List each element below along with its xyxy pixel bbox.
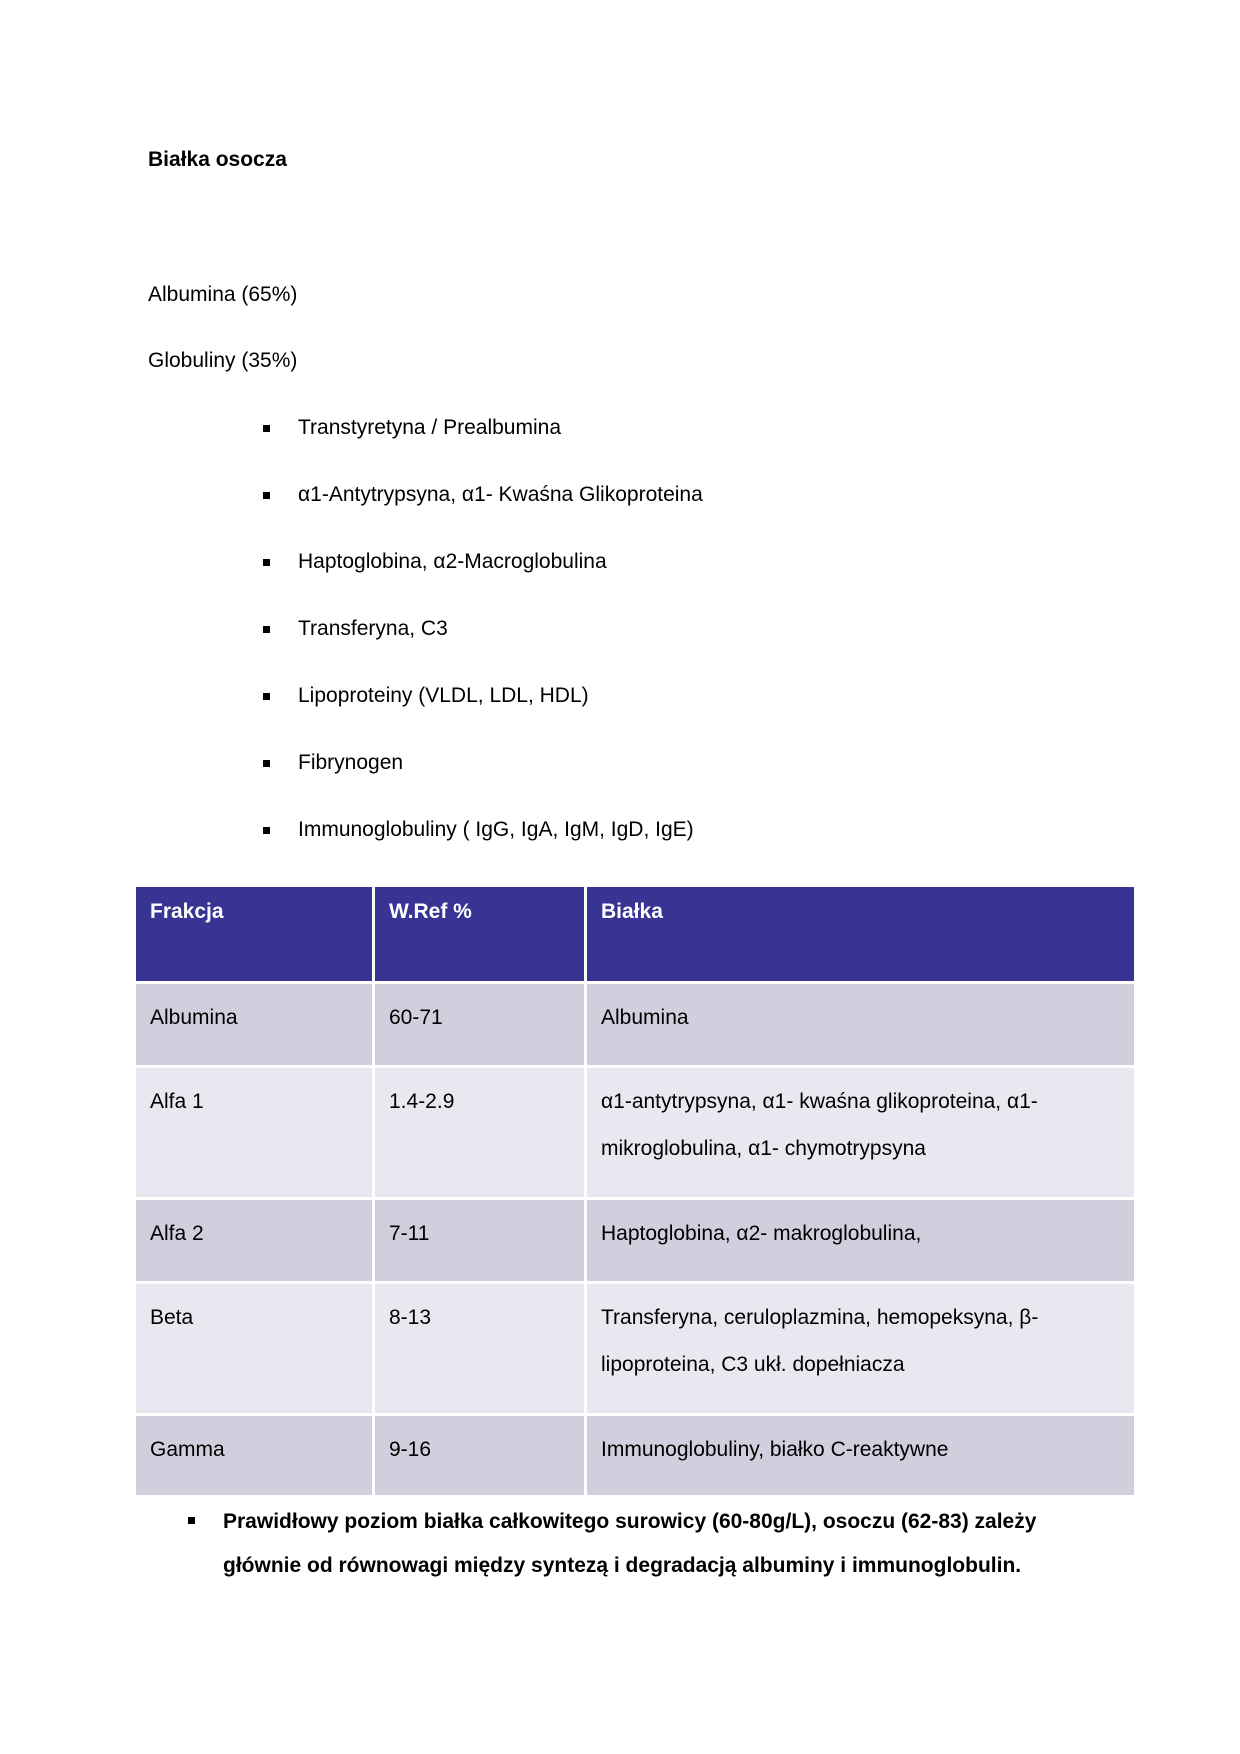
square-bullet-icon [263, 559, 270, 566]
list-item-text: Transferyna, C3 [298, 617, 448, 640]
table-row [135, 1199, 1136, 1283]
list-item-text: Fibrynogen [298, 751, 404, 774]
list-item-text: Immunoglobuliny ( IgG, IgA, IgM, IgD, IgE) [298, 818, 694, 841]
table-cell: Alfa 2 [135, 1199, 374, 1283]
square-bullet-icon [263, 760, 270, 767]
total-protein-note-text: Prawidłowy poziom białka całkowitego surowicy (60-80g/L), osoczu (62-83) zależy głównie od równowagi między syntezą i degradacją albuminy i immunoglobulin. [223, 1510, 1037, 1577]
table-cell: 8-13 [374, 1283, 586, 1415]
square-bullet-icon [263, 827, 270, 834]
header-wref: W.Ref % [374, 886, 586, 983]
table-cell: 1.4-2.9 [374, 1067, 586, 1199]
table-header-row [135, 886, 1136, 983]
square-bullet-icon [263, 626, 270, 633]
square-bullet-icon [263, 492, 270, 499]
table-row [135, 1283, 1136, 1415]
table-cell: 7-11 [374, 1199, 586, 1283]
square-bullet-icon [263, 693, 270, 700]
table-cell: Immunoglobuliny, białko C-reaktywne [586, 1415, 1136, 1497]
header-frakcja: Frakcja [135, 886, 374, 983]
table-row [135, 983, 1136, 1067]
list-item-text: α1-Antytrypsyna, α1- Kwaśna Glikoproteina [298, 483, 703, 506]
list-item-text: Transtyretyna / Prealbumina [298, 416, 562, 439]
list-item-text: Haptoglobina, α2-Macroglobulina [298, 550, 607, 573]
table-cell: Alfa 1 [135, 1067, 374, 1199]
table-row [135, 1415, 1136, 1497]
protein-fractions-table [133, 884, 1137, 1498]
table-cell: Transferyna, ceruloplazmina, hemopeksyna, β-lipoproteina, C3 ukł. dopełniacza [586, 1283, 1136, 1415]
table-cell: Gamma [135, 1415, 374, 1497]
table-cell: Albumina [135, 983, 374, 1067]
table-cell: Albumina [586, 983, 1136, 1067]
table-cell: Beta [135, 1283, 374, 1415]
square-bullet-icon [263, 425, 270, 432]
list-item-text: Lipoproteiny (VLDL, LDL, HDL) [298, 684, 589, 707]
table-cell: 9-16 [374, 1415, 586, 1497]
table-row [135, 1067, 1136, 1199]
square-bullet-icon [188, 1517, 195, 1524]
total-protein-note [188, 1500, 1088, 1588]
globuliny-line: Globuliny (35%) [148, 349, 298, 372]
header-bialka: Białka [586, 886, 1136, 983]
page-title: Białka osocza [148, 148, 287, 171]
albumina-line: Albumina (65%) [148, 283, 298, 306]
table-cell: Haptoglobina, α2- makroglobulina, [586, 1199, 1136, 1283]
table-cell: 60-71 [374, 983, 586, 1067]
table-cell: α1-antytrypsyna, α1- kwaśna glikoproteina, α1-mikroglobulina, α1- chymotrypsyna [586, 1067, 1136, 1199]
